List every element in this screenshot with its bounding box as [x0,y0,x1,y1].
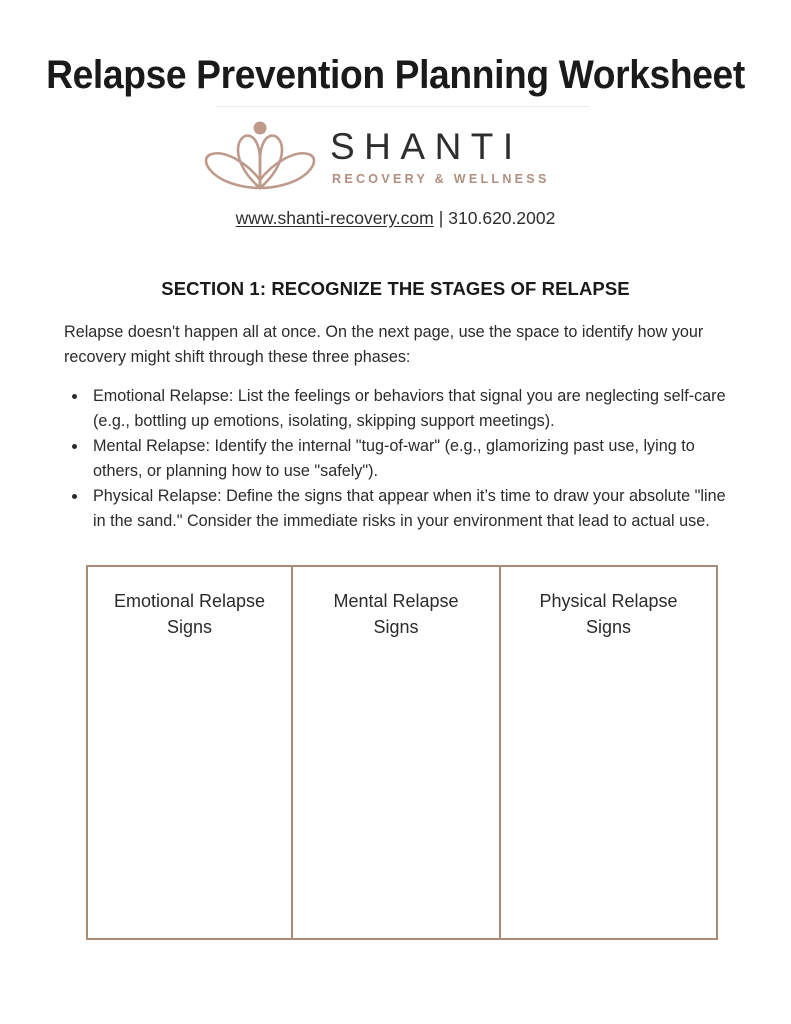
column-header: Emotional Relapse Signs [113,591,266,637]
lotus-flower-icon [196,114,324,198]
contact-separator: | [438,208,444,228]
brand-wordmark [324,125,596,188]
brand-name: SHANTI [330,125,523,167]
table-column-mental[interactable] [293,567,501,938]
lotus-bud-dot [254,122,267,135]
phone-number[interactable]: 310.620.2002 [448,208,556,228]
contact-line [0,206,791,230]
brand-logo [196,112,596,200]
section-intro-paragraph: Relapse doesn't happen all at once. On the next page, use the space to identify how your recovery might shift through these three phases: [64,323,704,366]
column-header: Mental Relapse Signs [333,591,459,637]
relapse-signs-table [86,565,718,940]
table-column-emotional[interactable] [88,567,293,938]
bullet-dot-icon [72,494,77,499]
bullet-dot-icon [72,394,77,399]
page-title: Relapse Prevention Planning Worksheet [46,53,745,97]
column-header: Physical Relapse Signs [539,591,678,637]
list-item [64,384,726,434]
brand-tagline: RECOVERY & WELLNESS [332,171,550,186]
section-heading: SECTION 1: RECOGNIZE THE STAGES OF RELAPSE [161,278,630,299]
list-item-text: Physical Relapse: Define the signs that appear when it’s time to draw your absolute "line in the sand." Consider the immediate risks in your environment that lead to actual use. [93,487,726,530]
list-item [64,484,726,534]
website-link[interactable]: www.shanti-recovery.com [235,208,434,228]
list-item-text: Mental Relapse: Identify the internal "tug-of-war" (e.g., glamorizing past use, lying to others, or planning how to use "safely"). [93,437,695,480]
list-item-text: Emotional Relapse: List the feelings or behaviors that signal you are neglecting self-care (e.g., bottling up emotions, isolating, skipping support meetings). [93,387,726,430]
title-divider [215,106,590,107]
bullet-dot-icon [72,444,77,449]
list-item [64,434,726,484]
table-column-physical[interactable] [501,567,716,938]
relapse-stage-list [64,384,726,534]
